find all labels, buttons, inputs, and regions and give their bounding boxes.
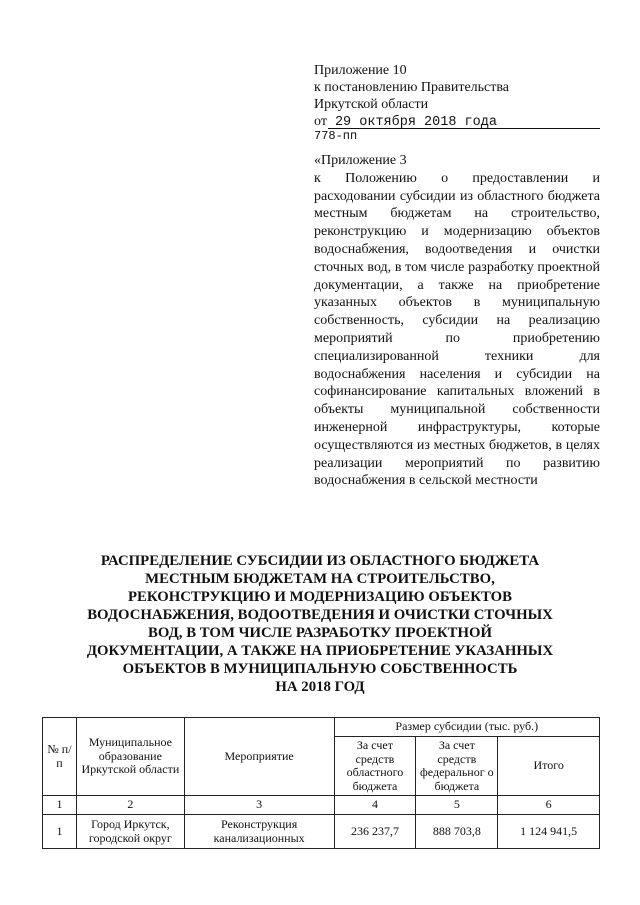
column-number-row bbox=[43, 796, 600, 815]
appendix-number: Приложение 10 bbox=[314, 63, 407, 78]
header-total: Итого bbox=[498, 737, 600, 796]
date-underline bbox=[328, 128, 600, 129]
column-number: 6 bbox=[498, 796, 600, 815]
region-name: Иркутской области bbox=[314, 97, 429, 112]
title-line-3: РЕКОНСТРУКЦИЮ И МОДЕРНИЗАЦИЮ ОБЪЕКТОВ bbox=[127, 589, 513, 605]
row-federal: 888 703,8 bbox=[416, 815, 498, 849]
distribution-table bbox=[42, 717, 600, 849]
document-number: 778-пп bbox=[314, 129, 358, 143]
appendix3-title: «Приложение 3 bbox=[314, 153, 407, 168]
column-number: 1 bbox=[43, 796, 77, 815]
title-line-2: МЕСТНЫМ БЮДЖЕТАМ НА СТРОИТЕЛЬСТВО, bbox=[145, 571, 495, 587]
header-regional: За счет средств областного бюджета bbox=[334, 737, 416, 796]
column-number: 2 bbox=[76, 796, 184, 815]
date-prefix: от bbox=[314, 114, 327, 129]
column-number: 4 bbox=[334, 796, 416, 815]
title-line-1: РАСПРЕДЕЛЕНИЕ СУБСИДИИ ИЗ ОБЛАСТНОГО БЮДЖЕТА bbox=[100, 553, 540, 569]
header-municipality: Муниципальное образование Иркутской области bbox=[76, 718, 184, 796]
header-subsidy-group: Размер субсидии (тыс. руб.) bbox=[334, 718, 600, 737]
title-line-4: ВОДОСНАБЖЕНИЯ, ВОДООТВЕДЕНИЯ И ОЧИСТКИ СТОЧНЫХ bbox=[87, 607, 553, 623]
title-line-5: ВОД, В ТОМ ЧИСЛЕ РАЗРАБОТКУ ПРОЕКТНОЙ bbox=[147, 625, 493, 641]
title-line-6: ДОКУМЕНТАЦИИ, А ТАКЖЕ НА ПРИОБРЕТЕНИЕ УКАЗАННЫХ bbox=[86, 643, 554, 659]
column-number: 3 bbox=[184, 796, 334, 815]
row-municipality: Город Иркутск, городской округ bbox=[76, 815, 184, 849]
appendix3-body: к Положению о предоставлении и расходовании субсидии из областного бюджета местным бюджетам на строительство, реконструкцию и модернизацию объектов водоснабжения, водоотведения и очистки сточных вод, в том числе разработку проектной документации, а также на приобретение указанных объектов в муниципальную собственность, субсидии на реализацию мероприятий по приобретению специализированной техники для водоснабжения населения и субсидии на софинансирование капитальных вложений в объекты муниципальной собственности инженерной инфраструктуры, которые осуществляются из местных бюджетов, в целях реализации мероприятий по развитию водоснабжения в сельской местности bbox=[314, 170, 600, 489]
table-row bbox=[43, 815, 600, 849]
date-line bbox=[314, 113, 600, 131]
row-event: Реконструкция канализационных bbox=[184, 815, 334, 849]
header-event: Мероприятие bbox=[184, 718, 334, 796]
document-title bbox=[40, 552, 600, 696]
row-num: 1 bbox=[43, 815, 77, 849]
row-total: 1 124 941,5 bbox=[498, 815, 600, 849]
appendix-header bbox=[314, 62, 600, 142]
title-line-7: ОБЪЕКТОВ В МУНИЦИПАЛЬНУЮ СОБСТВЕННОСТЬ bbox=[122, 661, 518, 677]
title-line-8: НА 2018 ГОД bbox=[275, 679, 365, 695]
date-value: 29 октября 2018 года bbox=[334, 115, 497, 130]
row-regional: 236 237,7 bbox=[334, 815, 416, 849]
column-number: 5 bbox=[416, 796, 498, 815]
header-row-1 bbox=[43, 718, 600, 737]
appendix3-block bbox=[314, 152, 600, 490]
resolution-reference: к постановлению Правительства bbox=[314, 80, 510, 95]
header-num: № п/п bbox=[43, 718, 77, 796]
header-federal: За счет средств федеральног о бюджета bbox=[416, 737, 498, 796]
